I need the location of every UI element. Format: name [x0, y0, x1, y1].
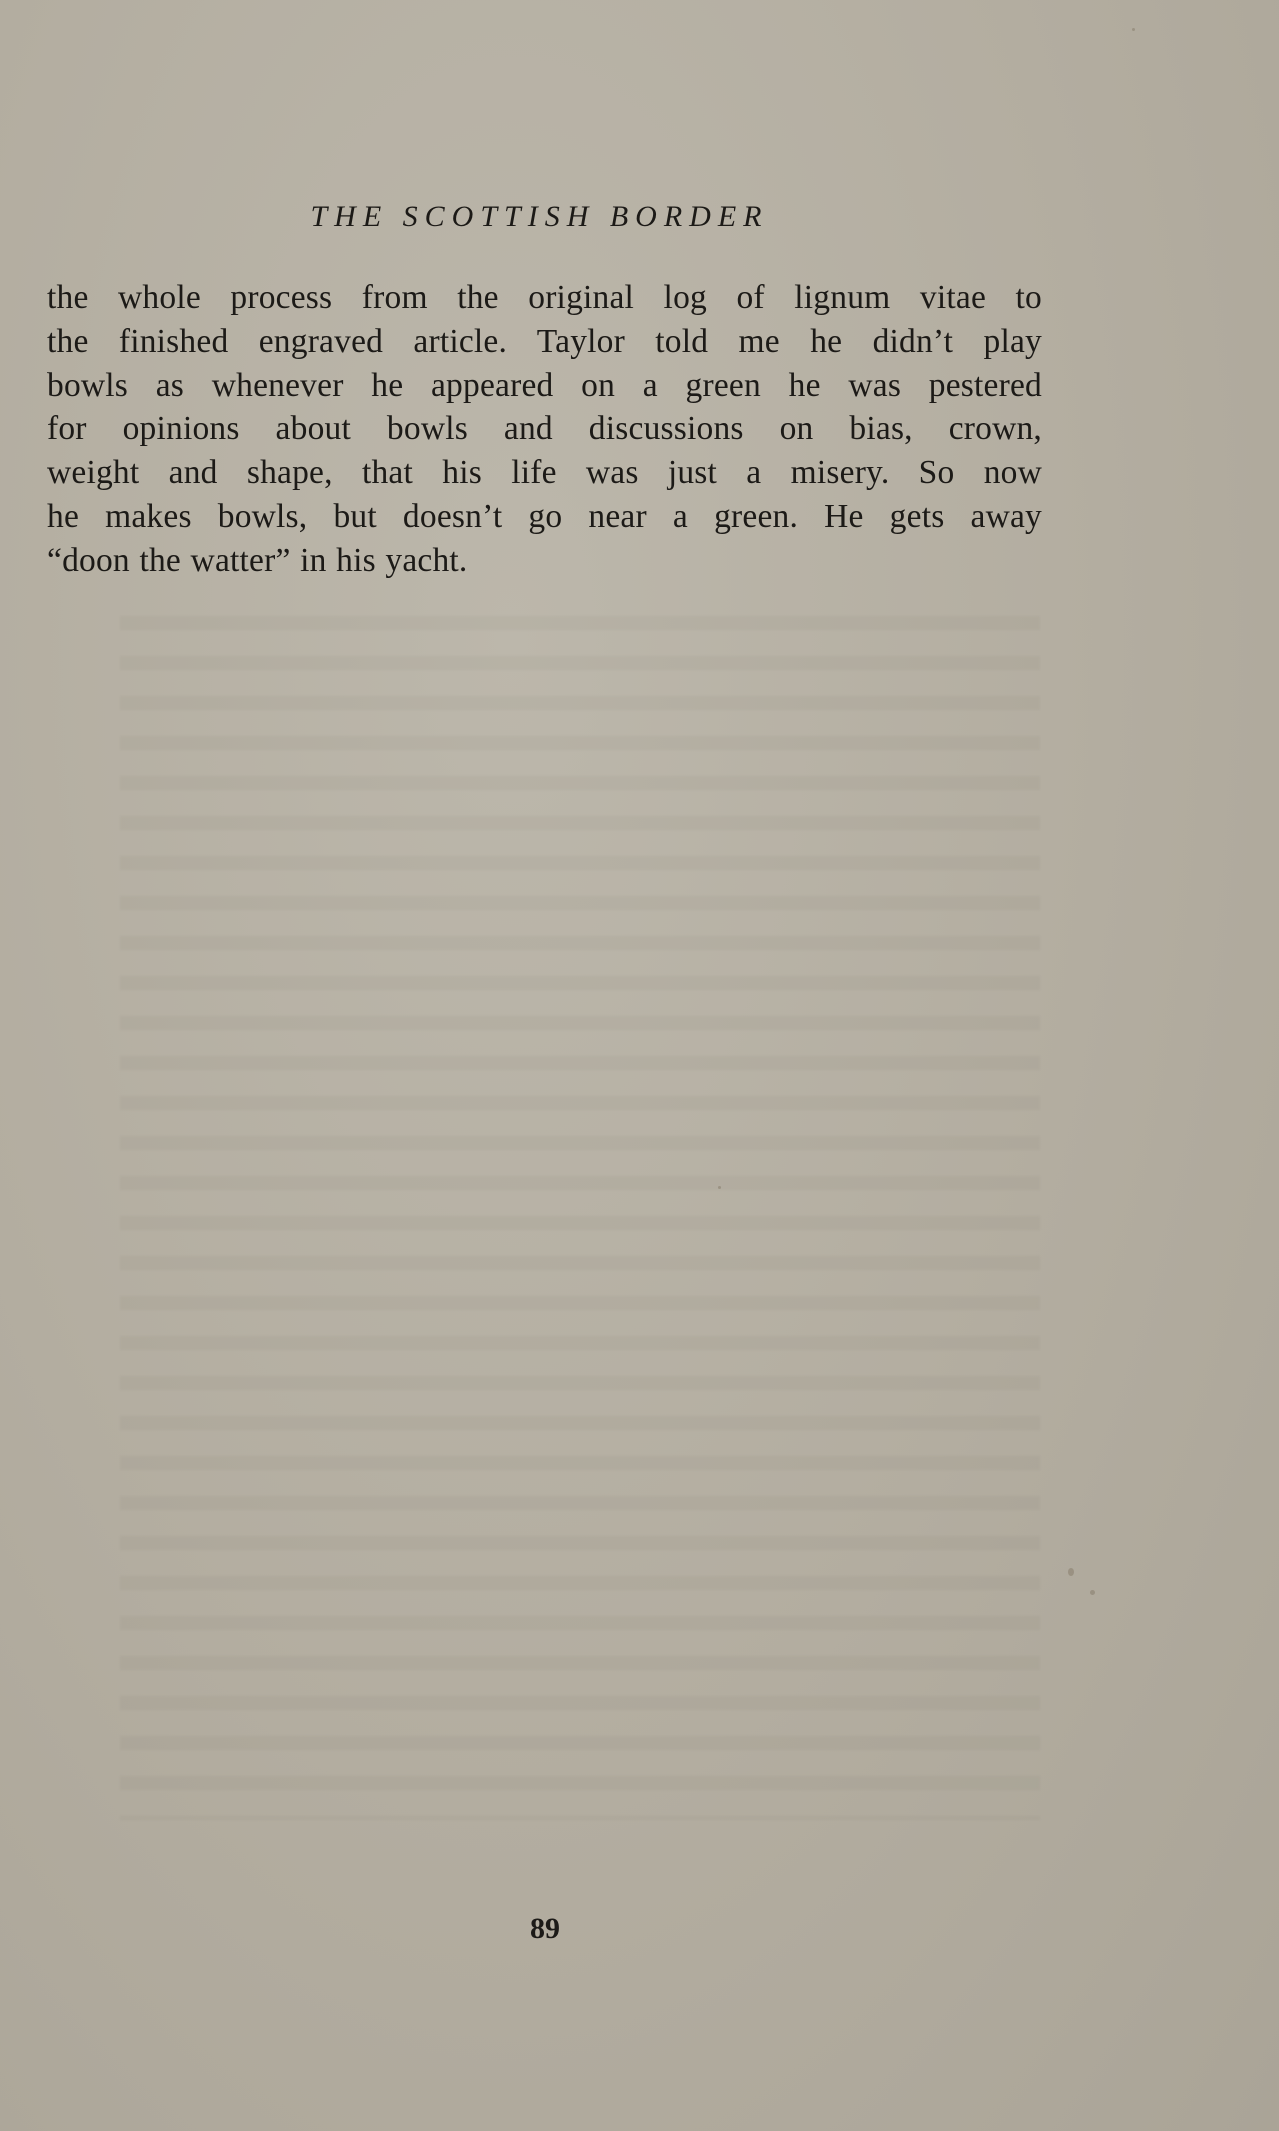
- body-paragraph: [47, 276, 1042, 583]
- text-line: weight and shape, that his life was just a misery. So now: [47, 454, 1042, 492]
- page-number: 89: [530, 1912, 560, 1945]
- text-line: the whole process from the original log of lignum vitae to: [47, 279, 1042, 316]
- paper-speck: [1132, 28, 1135, 31]
- paper-speck: [1090, 1590, 1095, 1595]
- text-line: the finished engraved article. Taylor told me he didn’t play: [47, 322, 1042, 360]
- text-line: “doon the watter” in his yacht.: [47, 541, 468, 579]
- text-line: for opinions about bowls and discussions on bias, crown,: [47, 410, 1042, 448]
- running-head: THE SCOTTISH BORDER: [310, 200, 769, 233]
- show-through-text: [120, 590, 1040, 1820]
- text-line: he makes bowls, but doesn’t go near a green. He gets away: [47, 497, 1042, 535]
- paper-speck: [718, 1186, 721, 1189]
- text-line: bowls as whenever he appeared on a green he was pestered: [47, 366, 1042, 404]
- paper-speck: [1068, 1568, 1074, 1576]
